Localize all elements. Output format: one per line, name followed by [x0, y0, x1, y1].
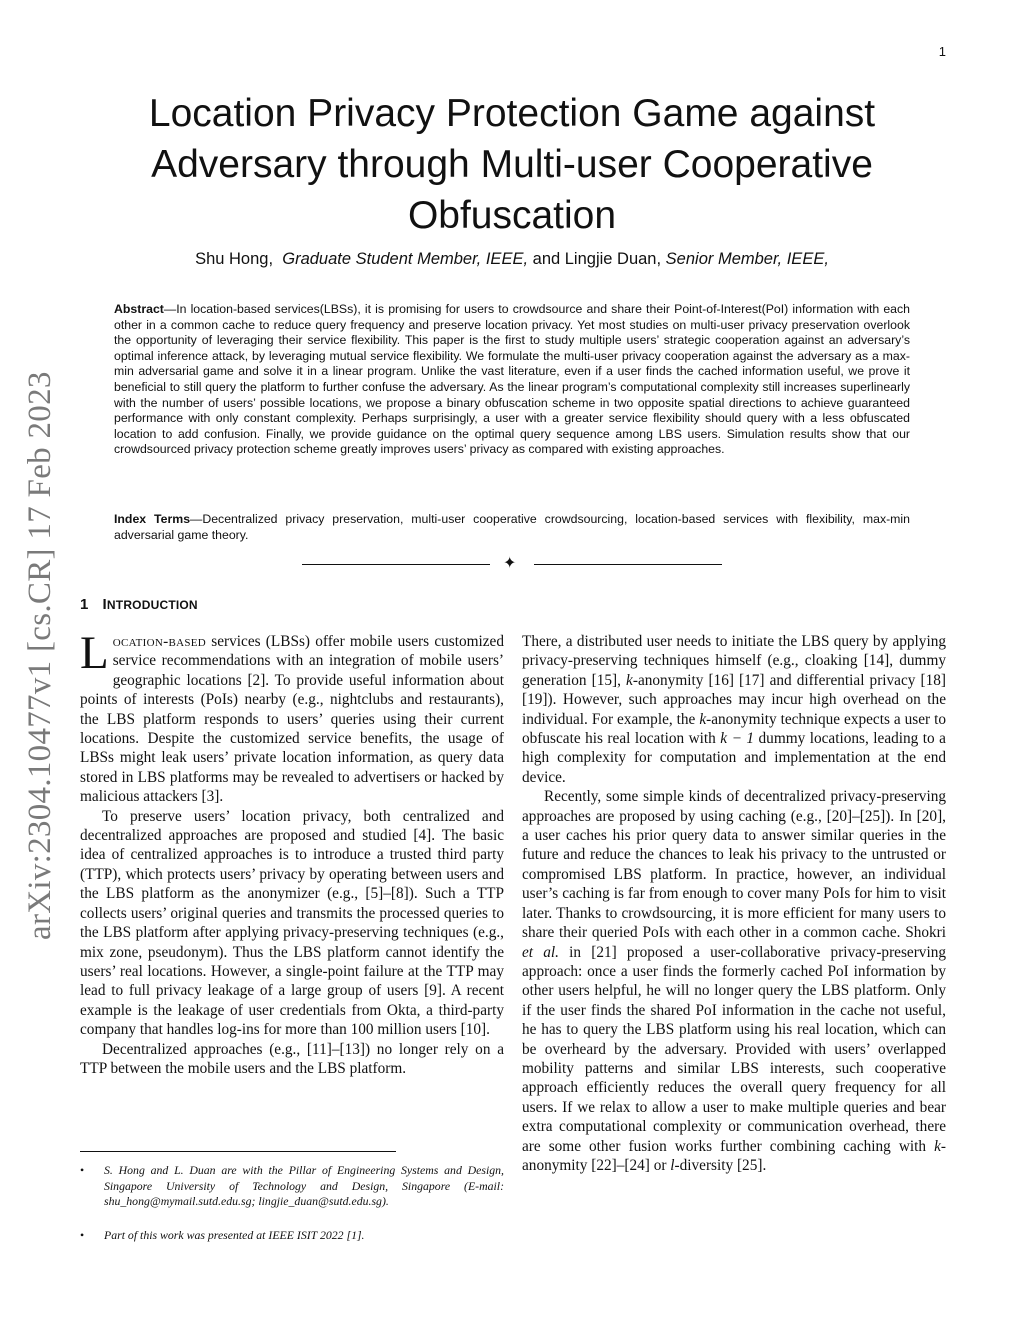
paper-title: [112, 88, 912, 241]
lead-in-smallcaps: ocation-based: [112, 633, 207, 650]
math-k: k: [699, 710, 707, 728]
math-k: k: [934, 1137, 941, 1155]
section-title-rest: NTRODUCTION: [106, 598, 198, 612]
footnote-rule: [80, 1151, 396, 1152]
title-line-1: Location Privacy Protection Game against: [148, 92, 876, 135]
title-line-3: Obfuscation: [407, 194, 617, 237]
math-k: k: [626, 671, 633, 689]
section-separator: [302, 553, 722, 572]
footnote-affiliation-text: S. Hong and L. Duan are with the Pillar of Engineering Systems and Design, Singapore University of Technology and Design, Singapore (E-mail: shu_hong@mymail.sutd.edu.sg; lingjie_duan@sutd.edu.sg).: [104, 1163, 504, 1208]
separator-diamond-icon: ✦: [503, 553, 517, 572]
paragraph-right-1: [522, 632, 946, 787]
paragraph-left-3: Decentralized approaches (e.g., [11]–[13]) no longer rely on a TTP between the mobile users and the LBS platform.: [80, 1040, 504, 1077]
footnote-affiliation: [80, 1163, 504, 1210]
abstract-text: —In location-based services(LBSs), it is promising for users to crowdsource and share their Point-of-Interest(PoI) information with each other in a common cache to reduce query frequency and preserve location privacy. Yet most studies on multi-user privacy preservation overlook the opportunity of leveraging their service flexibility. This paper is the first to study multiple users’ strategic cooperation against an adversary’s optimal inference attack, by leveraging mutual service flexibility. We formulate the multi-user privacy cooperation against the adversary as a max-min adversarial game and solve it in a linear program. Unlike the vast literature, even if a user finds the cached information useful, we prove it beneficial to still query the platform to further confuse the adversary. As the linear program’s computational complexity still increases superlinearly with the number of users’ possible locations, we propose a binary obfuscation scheme in two opposite spatial directions to achieve guaranteed performance with only constant complexity. Perhaps surprisingly, a user with a greater service flexibility should query with a less obfuscated location to add confusion. Finally, we provide guidance on the optimal query sequence among LBS users. Simulation results show that our crowdsourced privacy protection scheme greatly improves users’ privacy as compared with existing approaches.: [114, 302, 910, 457]
et-al-italic: et al.: [522, 943, 559, 961]
paragraph-left-1-text: services (LBSs) offer mobile users customized service recommendations with an integration of mobile users’ geographic locations [2]. To provide useful information about points of interests (PoIs) nearby (e.g., nightclubs and restaurants), the LBS platform responds to users’ queries using their current locations. Despite the customized service benefits, the usage of LBSs might leak users’ private location information, as query data stored in LBS platforms may be revealed to advertisers or hacked by malicious attackers [3].: [80, 633, 504, 806]
separator-line-left: [302, 564, 490, 565]
author-line: [90, 250, 934, 269]
math-l: l: [670, 1156, 675, 1174]
index-terms-label: Index Terms: [114, 512, 191, 526]
page-number: 1: [938, 44, 946, 59]
text-run: There, a distributed user needs to initiate the LBS query by applying privacy-preserving techniques himself (e.g., cloaking [14], dummy generation [15],: [522, 633, 946, 689]
title-line-2: Adversary through Multi-user Cooperative: [151, 143, 873, 186]
text-run: -anonymity [22]–[24] or: [522, 1137, 946, 1174]
footnote-bullet: •: [80, 1227, 85, 1242]
abstract-label: Abstract: [114, 302, 164, 316]
body-column-right: [522, 632, 946, 1175]
text-run: dummy locations, leading to a high complexity for computation and implementation at the end device.: [522, 730, 946, 786]
text-run: -anonymity technique expects a user to obfuscate his real location with: [522, 710, 946, 748]
footnote-presented-text: Part of this work was presented at IEEE ISIT 2022 [1].: [104, 1227, 365, 1242]
section-number: 1: [80, 596, 89, 613]
footnote-bullet: •: [80, 1163, 85, 1177]
author-1-name: Shu Hong,: [195, 250, 274, 268]
section-title-initial: I: [102, 596, 107, 613]
index-terms-text: —Decentralized privacy preservation, multi-user cooperative crowdsourcing, location-based services with flexibility, max-min adversarial game theory.: [114, 512, 910, 542]
index-terms: [114, 512, 910, 543]
paragraph-left-1: [80, 627, 504, 807]
footnotes: [80, 1163, 504, 1261]
paragraph-right-2: [522, 787, 946, 1175]
separator-line-right: [534, 564, 722, 565]
body-column-left: [80, 627, 504, 1078]
author-1-role: Graduate Student Member, IEEE,: [282, 250, 529, 268]
author-2-role: Senior Member, IEEE,: [665, 250, 829, 268]
text-run: Recently, some simple kinds of decentralized privacy-preserving approaches are proposed by using caching (e.g., [20]–[25]). In [20], a user caches his prior query data to answer similar queries in the future and reduce the chances to leak his privacy to the untrusted or compromised LBS platform. In practice, however, an individual user’s caching is far from enough to cover many PoIs for him to visit later. Thanks to crowdsourcing, it is more efficient for many users to share their queried PoIs with each other in a common cache. Shokri: [522, 788, 946, 942]
paragraph-left-2: To preserve users’ location privacy, both centralized and decentralized approaches are proposed and studied [4]. The basic idea of centralized approaches is to introduce a trusted third party (TTP), which protects users’ privacy by operating between users and the LBS platform as the anonymizer (e.g., [5]–[8]). Such a TTP collects users’ original queries and transmits the processed queries to the LBS platform after applying privacy-preserving techniques (e.g., mix zone, pseudonym). Thus the LBS platform cannot identify the users’ real locations. However, a single-point failure at the TTP may lead to full privacy leakage of a large group of users [9]. A recent example is the leakage of user credentials from Okta, a third-party company that handles log-ins for more than 100 million users [10].: [80, 807, 504, 1039]
text-run: in [21] proposed a user-collaborative privacy-preserving approach: once a user finds the formerly cached PoI information by other users helpful, he will no longer query the LBS platform. Only if the user finds the shared PoI information in the cache not useful, he has to query the LBS platform using his real location, which can be overheard by the adversary. Provided with users’ overlapped mobility patterns and similar LBS interests, such cooperative approach efficiently reduces the overall query frequency for all users. If we relax to allow a user to make multiple queries and bear extra computational complexity or communication overhead, there are some other fusion works further combining caching with: [522, 943, 946, 1155]
text-run: -diversity [25].: [674, 1156, 767, 1174]
drop-cap: L: [80, 627, 109, 679]
author-connector: and Lingjie Duan,: [532, 250, 662, 268]
section-heading-introduction: [80, 596, 198, 613]
text-run: -anonymity [16] [17] and differential privacy [18] [19]). However, such approaches may incur high overhead on the individual. For example, the: [522, 671, 946, 728]
footnote-presented: [80, 1228, 504, 1244]
arxiv-side-stamp: arXiv:2304.10477v1 [cs.CR] 17 Feb 2023: [22, 371, 58, 940]
abstract: [114, 302, 910, 458]
math-k-minus-1: k − 1: [720, 730, 755, 748]
